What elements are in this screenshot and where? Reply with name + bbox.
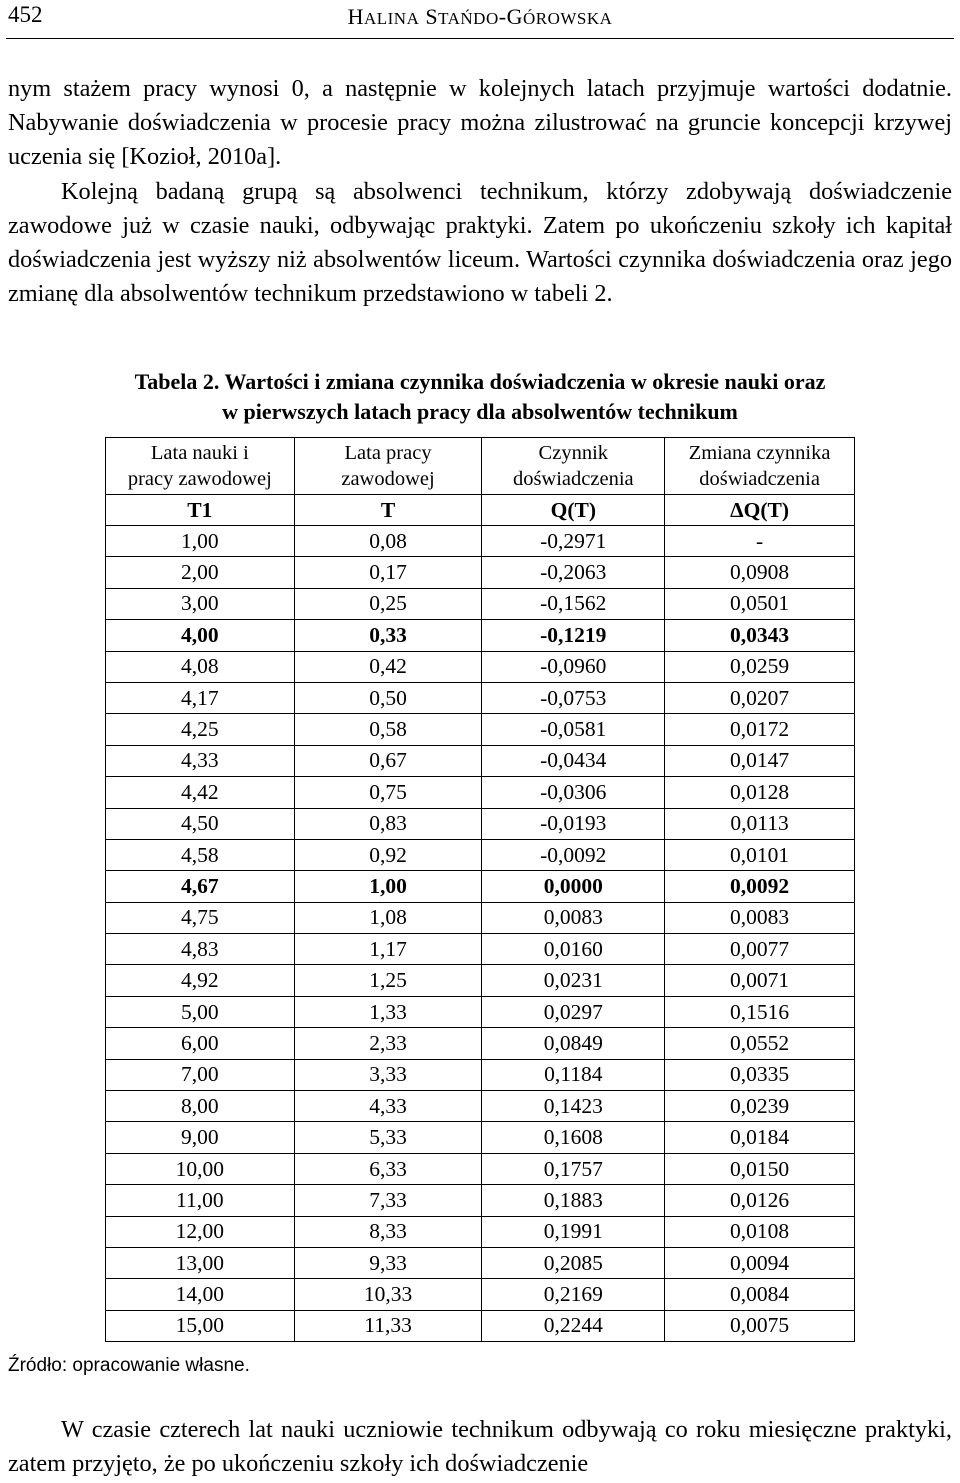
table-row (106, 1216, 855, 1247)
symbol-cell: Q(T) (482, 495, 665, 526)
table-cell: 0,1516 (665, 996, 855, 1027)
table-row (106, 902, 855, 933)
table-cell: 4,50 (106, 808, 295, 839)
table-row (106, 588, 855, 619)
table-cell: 0,58 (294, 714, 482, 745)
table-cell: 0,1608 (482, 1122, 665, 1153)
table-cell: 0,0184 (665, 1122, 855, 1153)
table-cell: 0,0172 (665, 714, 855, 745)
table-row (106, 871, 855, 902)
body-paragraph-2 (8, 1413, 952, 1481)
table-cell: -0,0306 (482, 777, 665, 808)
table-cell: -0,1219 (482, 620, 665, 651)
table-cell: 3,00 (106, 588, 295, 619)
table-row (106, 745, 855, 776)
table-row (106, 526, 855, 557)
author-last-initial: S (425, 4, 439, 29)
table-cell: 14,00 (106, 1279, 295, 1310)
table-header-row (106, 438, 855, 495)
table-cell: 1,25 (294, 965, 482, 996)
table-cell: 0,0343 (665, 620, 855, 651)
table-cell: 0,0092 (665, 871, 855, 902)
paragraph-continuation: nym stażem pracy wynosi 0, a następnie w kolejnych latach przyjmuje wartości dodatnie. Nabywanie doświadczenia w procesie pracy można zilustrować na gruncie koncepcji krzywej uczenia się [Kozioł, 2010a]. (8, 75, 952, 171)
table-cell: 0,0084 (665, 1279, 855, 1310)
table-cell: 0,1423 (482, 1091, 665, 1122)
table-cell: 10,00 (106, 1153, 295, 1184)
table-cell: 9,00 (106, 1122, 295, 1153)
table-cell: 0,0128 (665, 777, 855, 808)
symbol-cell: T1 (106, 495, 295, 526)
table-row (106, 1122, 855, 1153)
table-cell: -0,0434 (482, 745, 665, 776)
running-head-author (0, 4, 960, 30)
table-cell: 4,92 (106, 965, 295, 996)
table-cell: 0,0335 (665, 1059, 855, 1090)
table-cell: 6,33 (294, 1153, 482, 1184)
table-cell: 4,83 (106, 934, 295, 965)
table-cell: 1,17 (294, 934, 482, 965)
table-cell: 0,0849 (482, 1028, 665, 1059)
column-header: Lata nauki i pracy zawodowej (106, 438, 295, 495)
table-row (106, 965, 855, 996)
table-cell: 4,33 (106, 745, 295, 776)
table-cell: 7,33 (294, 1185, 482, 1216)
table-cell: 8,00 (106, 1091, 295, 1122)
paragraph-text: W czasie czterech lat nauki uczniowie technikum odbywają co roku miesięczne praktyki, zatem przyjęto, że po ukończeniu szkoły ich doświadczenie (8, 1416, 952, 1478)
table-row (106, 1185, 855, 1216)
table-cell: 0,1184 (482, 1059, 665, 1090)
author-first-rest: ALINA (363, 9, 420, 28)
table-row (106, 996, 855, 1027)
table-cell: 0,25 (294, 588, 482, 619)
table-row (106, 1059, 855, 1090)
table-row (106, 682, 855, 713)
table-cell: 0,0150 (665, 1153, 855, 1184)
table-cell: 0,0231 (482, 965, 665, 996)
table-cell: 0,0297 (482, 996, 665, 1027)
table-cell: 0,75 (294, 777, 482, 808)
table-cell: 0,0501 (665, 588, 855, 619)
table-cell: 10,33 (294, 1279, 482, 1310)
column-header: Zmiana czynnika doświadczenia (665, 438, 855, 495)
table-cell: 0,0075 (665, 1310, 855, 1341)
table-caption-line-2: w pierwszych latach pracy dla absolwentów technikum (222, 399, 738, 424)
table-cell: 1,00 (294, 871, 482, 902)
table-cell: 0,50 (294, 682, 482, 713)
table-cell: 1,00 (106, 526, 295, 557)
table-cell: 9,33 (294, 1247, 482, 1278)
table-cell: -0,0092 (482, 839, 665, 870)
table-cell: 4,25 (106, 714, 295, 745)
table-row (106, 934, 855, 965)
table-row (106, 808, 855, 839)
table-cell: 4,00 (106, 620, 295, 651)
table-row (106, 557, 855, 588)
table-row (106, 777, 855, 808)
symbol-cell: ΔQ(T) (665, 495, 855, 526)
table-row (106, 839, 855, 870)
paragraph-text: Kolejną badaną grupą są absolwenci technikum, którzy zdobywają doświadczenie zawodowe już w czasie nauki, odbywając praktyki. Zatem po ukończeniu szkoły ich kapitał doświadczenia jest wyższy niż absolwentów liceum. Wartości czynnika doświadczenia oraz jego zmianę dla absolwentów technikum przedstawiono w tabeli 2. (8, 177, 952, 308)
table-cell: 0,2244 (482, 1310, 665, 1341)
table-symbol-row (106, 495, 855, 526)
page-header (0, 0, 960, 40)
table-cell: -0,2971 (482, 526, 665, 557)
body-paragraph-1 (8, 72, 952, 311)
table-cell: 0,0108 (665, 1216, 855, 1247)
table-cell: 0,0077 (665, 934, 855, 965)
table-row (106, 1028, 855, 1059)
author-last-rest: TAŃDO (438, 9, 499, 28)
table-cell: 4,67 (106, 871, 295, 902)
column-header: Lata pracy zawodowej (294, 438, 482, 495)
table-cell: 0,0207 (665, 682, 855, 713)
table-cell: 0,0071 (665, 965, 855, 996)
table-cell: 2,00 (106, 557, 295, 588)
table-cell: 5,00 (106, 996, 295, 1027)
page-number: 452 (8, 2, 43, 27)
table-source: Źródło: opracowanie własne. (8, 1355, 250, 1376)
table-cell: 0,0000 (482, 871, 665, 902)
column-header: Czynnik doświadczenia (482, 438, 665, 495)
table-cell: 11,00 (106, 1185, 295, 1216)
author-last2-rest: ÓROWSKA (522, 9, 613, 28)
header-rule (6, 38, 954, 39)
table-cell: 0,83 (294, 808, 482, 839)
table-cell: 7,00 (106, 1059, 295, 1090)
table-cell: 1,08 (294, 902, 482, 933)
table-cell: 0,33 (294, 620, 482, 651)
table-cell: -0,0581 (482, 714, 665, 745)
table-cell: 0,1757 (482, 1153, 665, 1184)
table-row (106, 1310, 855, 1341)
table-caption (0, 367, 960, 427)
table-cell: 13,00 (106, 1247, 295, 1278)
table-cell: -0,0193 (482, 808, 665, 839)
table-cell: 0,08 (294, 526, 482, 557)
symbol-cell: T (294, 495, 482, 526)
table-cell: 15,00 (106, 1310, 295, 1341)
table-cell: 0,67 (294, 745, 482, 776)
table-cell: 1,33 (294, 996, 482, 1027)
data-table (105, 437, 855, 1342)
table-cell: 0,42 (294, 651, 482, 682)
table-cell: 0,0147 (665, 745, 855, 776)
author-dash: - (498, 4, 507, 29)
table-cell: 0,0126 (665, 1185, 855, 1216)
table-row (106, 1091, 855, 1122)
table-cell: 12,00 (106, 1216, 295, 1247)
table-cell: 0,0101 (665, 839, 855, 870)
table-cell: 0,2085 (482, 1247, 665, 1278)
table-cell: 4,33 (294, 1091, 482, 1122)
table-cell: - (665, 526, 855, 557)
table-cell: 0,0908 (665, 557, 855, 588)
table-row (106, 1247, 855, 1278)
table-cell: 8,33 (294, 1216, 482, 1247)
table-cell: 4,58 (106, 839, 295, 870)
table-cell: -0,1562 (482, 588, 665, 619)
table-cell: 0,17 (294, 557, 482, 588)
table-cell: 0,0552 (665, 1028, 855, 1059)
table-row (106, 1153, 855, 1184)
table-cell: -0,0960 (482, 651, 665, 682)
table-cell: 0,92 (294, 839, 482, 870)
table-cell: 0,1991 (482, 1216, 665, 1247)
table-cell: 0,0113 (665, 808, 855, 839)
table-cell: 0,0083 (482, 902, 665, 933)
table-cell: 0,0160 (482, 934, 665, 965)
author-last2-initial: G (506, 4, 523, 29)
table-cell: 0,2169 (482, 1279, 665, 1310)
author-initial: H (347, 4, 364, 29)
table-cell: -0,2063 (482, 557, 665, 588)
table-cell: 6,00 (106, 1028, 295, 1059)
table-row (106, 714, 855, 745)
table-cell: 5,33 (294, 1122, 482, 1153)
table-cell: 11,33 (294, 1310, 482, 1341)
table-caption-line-1: Tabela 2. Wartości i zmiana czynnika doświadczenia w okresie nauki oraz (134, 369, 826, 394)
table-cell: 0,0094 (665, 1247, 855, 1278)
table-cell: 4,75 (106, 902, 295, 933)
table-cell: 0,0259 (665, 651, 855, 682)
table-cell: 4,42 (106, 777, 295, 808)
table-row (106, 1279, 855, 1310)
table-cell: 3,33 (294, 1059, 482, 1090)
table-cell: 0,0083 (665, 902, 855, 933)
table-cell: 0,1883 (482, 1185, 665, 1216)
table-row (106, 651, 855, 682)
table-row (106, 620, 855, 651)
table-cell: 0,0239 (665, 1091, 855, 1122)
table-cell: 2,33 (294, 1028, 482, 1059)
table-cell: 4,08 (106, 651, 295, 682)
table-cell: -0,0753 (482, 682, 665, 713)
table-cell: 4,17 (106, 682, 295, 713)
